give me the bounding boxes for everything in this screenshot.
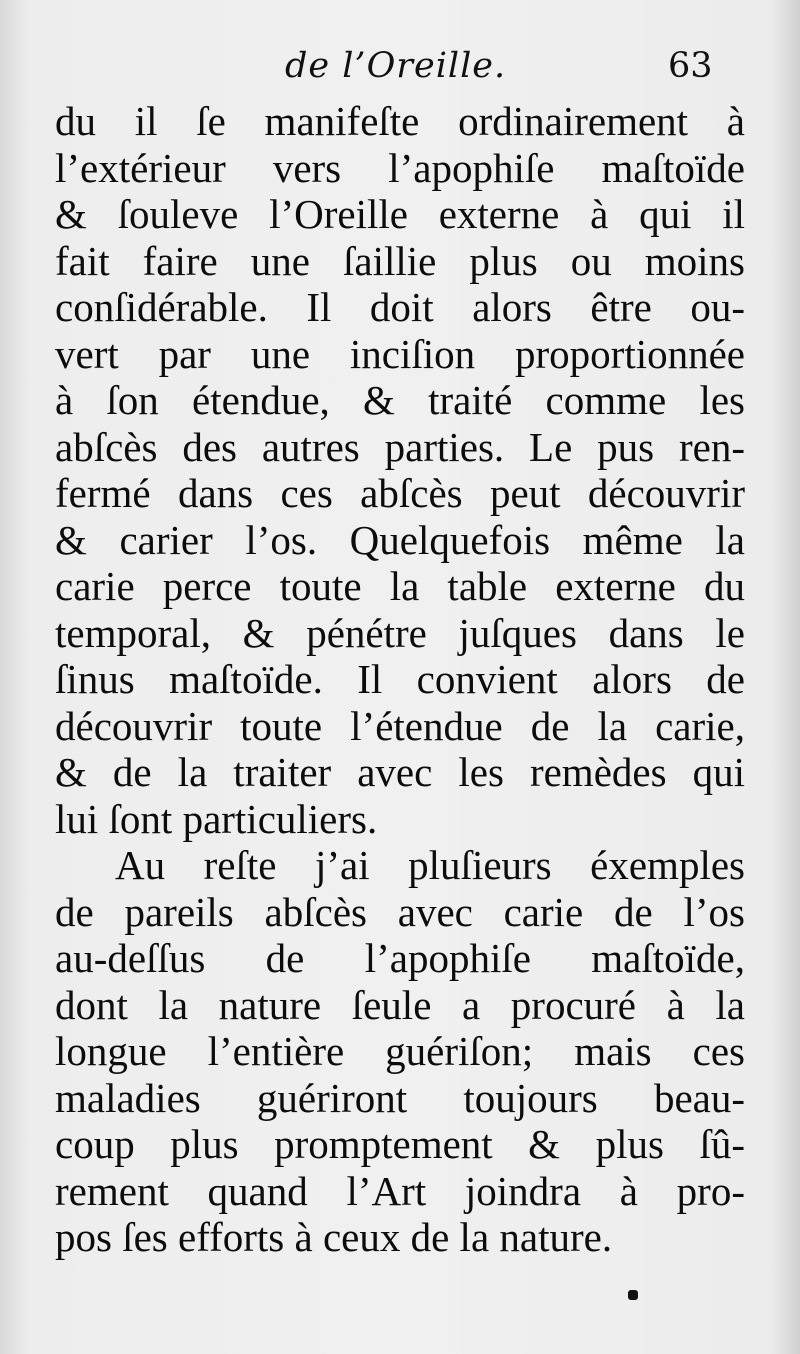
text-line: & ſouleve l’Oreille externe à qui il: [55, 191, 745, 237]
printer-mark: [628, 1290, 638, 1300]
text-line: à ſon étendue, & traité comme les: [55, 377, 745, 423]
text-line: découvrir toute l’étendue de la carie,: [55, 702, 745, 749]
text-line: du il ſe manifeſte ordinairement à: [55, 98, 745, 144]
text-line: lui ſont particuliers.: [55, 795, 378, 842]
text-line: coup plus promptement & plus ſû-: [55, 1121, 745, 1167]
page-number: 63: [668, 46, 713, 86]
text-line: fermé dans ces abſcès peut découvrir: [55, 470, 745, 516]
text-line: dont la nature ſeule a procuré à la: [55, 981, 745, 1028]
text-line: l’extérieur vers l’apophiſe maſtoïde: [55, 144, 745, 191]
text-line: de pareils abſcès avec carie de l’os: [55, 888, 745, 935]
running-title: de l’Oreille.: [285, 46, 507, 86]
text-line: & carier l’os. Quelquefois même la: [55, 516, 745, 563]
text-line: conſidérable. Il doit alors être ou-: [55, 284, 745, 330]
running-head: [0, 46, 800, 96]
text-line: abſcès des autres parties. Le pus ren-: [55, 423, 745, 470]
text-line: fait faire une ſaillie plus ou moins: [55, 237, 745, 284]
text-line: Au reſte j’ai pluſieurs éxemples: [115, 842, 745, 888]
text-line: & de la traiter avec les remèdes qui: [55, 749, 745, 795]
text-line: au-deſſus de l’apophiſe maſtoïde,: [55, 935, 745, 981]
text-line: maladies guériront toujours beau-: [55, 1074, 745, 1121]
text-line: pos ſes efforts à ceux de la nature.: [55, 1214, 613, 1260]
text-line: rement quand l’Art joindra à pro-: [55, 1167, 745, 1214]
text-line: temporal, & pénétre juſques dans le: [55, 609, 745, 656]
body-text: [55, 98, 745, 1261]
text-line: ſinus maſtoïde. Il convient alors de: [55, 656, 745, 702]
text-line: longue l’entière guériſon; mais ces: [55, 1028, 745, 1074]
text-line: carie perce toute la table externe du: [55, 563, 745, 609]
text-line: vert par une inciſion proportionnée: [55, 330, 745, 377]
